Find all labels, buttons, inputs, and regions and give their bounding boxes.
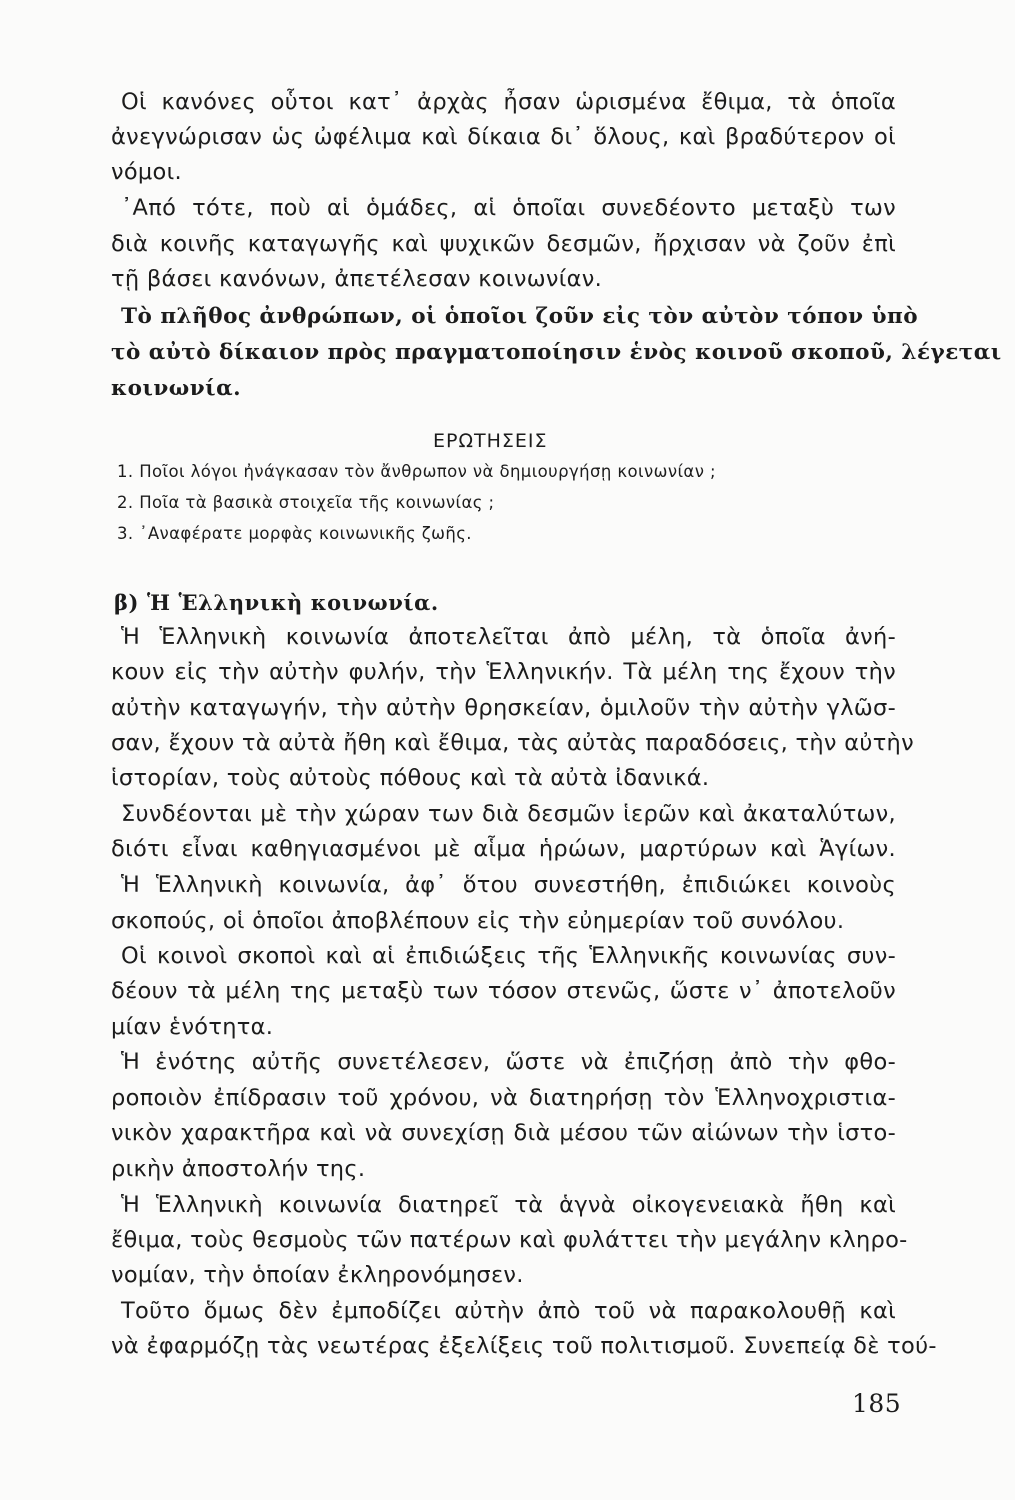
text-line: ροποιὸν ἐπίδρασιν τοῦ χρόνου, νὰ διατηρήσῃ τὸν Ἑλληνοχριστια- bbox=[111, 1085, 896, 1111]
text-line: σκοπούς, οἱ ὁποῖοι ἀποβλέπουν εἰς τὴν εὐημερίαν τοῦ συνόλου. bbox=[111, 908, 845, 934]
text-line: ἔθιμα, τοὺς θεσμοὺς τῶν πατέρων καὶ φυλάττει τὴν μεγάλην κληρο- bbox=[111, 1227, 908, 1253]
definition-line: τὸ αὐτὸ δίκαιον πρὸς πραγματοποίησιν ἑνὸς κοινοῦ σκοποῦ, λέγεται bbox=[111, 340, 1002, 365]
definition-line: Τὸ πλῆθος ἀνθρώπων, οἱ ὁποῖοι ζοῦν εἰς τὸν αὐτὸν τόπον ὑπὸ bbox=[121, 304, 919, 329]
text-line: Οἱ κοινοὶ σκοποὶ καὶ αἱ ἐπιδιώξεις τῆς Ἑλληνικῆς κοινωνίας συν- bbox=[121, 943, 896, 969]
text-line: Ἡ Ἑλληνικὴ κοινωνία ἀποτελεῖται ἀπὸ μέλη, τὰ ὁποῖα ἀνή- bbox=[121, 624, 896, 650]
text-line: σαν, ἔχουν τὰ αὐτὰ ἤθη καὶ ἔθιμα, τὰς αὐτὰς παραδόσεις, τὴν αὐτὴν bbox=[111, 730, 914, 756]
text-line: νὰ ἐφαρμόζῃ τὰς νεωτέρας ἐξελίξεις τοῦ πολιτισμοῦ. Συνεπείᾳ δὲ τού- bbox=[111, 1333, 937, 1359]
question-item: 1. Ποῖοι λόγοι ἠνάγκασαν τὸν ἄνθρωπον νὰ δημιουργήσῃ κοινωνίαν ; bbox=[117, 462, 716, 481]
text-line: ἀνεγνώρισαν ὡς ὠφέλιμα καὶ δίκαια δι᾽ ὅλους, καὶ βραδύτερον οἱ bbox=[111, 124, 896, 150]
text-line: ᾽Από τότε, ποὺ αἱ ὁμάδες, αἱ ὁποῖαι συνεδέοντο μεταξὺ των bbox=[121, 195, 896, 221]
definition-line: κοινωνία. bbox=[111, 376, 242, 401]
text-line: νόμοι. bbox=[111, 159, 182, 185]
section-title: β) Ἡ Ἑλληνικὴ κοινωνία. bbox=[114, 590, 439, 615]
page-number: 185 bbox=[852, 1389, 902, 1418]
text-line: Συνδέονται μὲ τὴν χώραν των διὰ δεσμῶν ἱερῶν καὶ ἀκαταλύτων, bbox=[121, 801, 896, 827]
text-line: κουν εἰς τὴν αὐτὴν φυλήν, τὴν Ἑλληνικήν. Τὰ μέλη της ἔχουν τὴν bbox=[111, 659, 896, 685]
question-item: 3. ᾽Αναφέρατε μορφὰς κοινωνικῆς ζωῆς. bbox=[117, 524, 472, 543]
question-item: 2. Ποῖα τὰ βασικὰ στοιχεῖα τῆς κοινωνίας ; bbox=[117, 493, 495, 512]
text-line: διὰ κοινῆς καταγωγῆς καὶ ψυχικῶν δεσμῶν, ἤρχισαν νὰ ζοῦν ἐπὶ bbox=[111, 231, 896, 257]
text-line: ἱστορίαν, τοὺς αὐτοὺς πόθους καὶ τὰ αὐτὰ ἰδανικά. bbox=[111, 765, 710, 791]
text-line: νικὸν χαρακτῆρα καὶ νὰ συνεχίσῃ διὰ μέσου τῶν αἰώνων τὴν ἱστο- bbox=[111, 1120, 896, 1146]
text-line: ρικὴν ἀποστολήν της. bbox=[111, 1156, 366, 1182]
text-line: Οἱ κανόνες οὗτοι κατ᾽ ἀρχὰς ἦσαν ὡρισμένα ἔθιμα, τὰ ὁποῖα bbox=[121, 89, 896, 115]
text-line: μίαν ἑνότητα. bbox=[111, 1014, 274, 1040]
text-line: αὐτὴν καταγωγήν, τὴν αὐτὴν θρησκείαν, ὁμιλοῦν τὴν αὐτὴν γλῶσ- bbox=[111, 695, 896, 721]
questions-heading: ΕΡΩΤΗΣΕΙΣ bbox=[433, 430, 548, 452]
text-line: τῇ βάσει κανόνων, ἀπετέλεσαν κοινωνίαν. bbox=[111, 266, 603, 292]
text-line: δέουν τὰ μέλη της μεταξὺ των τόσον στενῶς, ὥστε ν᾽ ἀποτελοῦν bbox=[111, 978, 896, 1004]
text-line: Ἡ Ἑλληνικὴ κοινωνία, ἀφ᾽ ὅτου συνεστήθη, ἐπιδιώκει κοινοὺς bbox=[121, 872, 896, 898]
text-line: Ἡ ἑνότης αὐτῆς συνετέλεσεν, ὥστε νὰ ἐπιζήσῃ ἀπὸ τὴν φθο- bbox=[121, 1049, 896, 1075]
text-line: Ἡ Ἑλληνικὴ κοινωνία διατηρεῖ τὰ ἁγνὰ οἰκογενειακὰ ἤθη καὶ bbox=[121, 1192, 896, 1218]
text-line: διότι εἶναι καθηγιασμένοι μὲ αἷμα ἡρώων, μαρτύρων καὶ Ἁγίων. bbox=[111, 836, 896, 862]
text-line: νομίαν, τὴν ὁποίαν ἐκληρονόμησεν. bbox=[111, 1262, 524, 1288]
text-line: Τοῦτο ὅμως δὲν ἐμποδίζει αὐτὴν ἀπὸ τοῦ νὰ παρακολουθῇ καὶ bbox=[121, 1298, 896, 1324]
